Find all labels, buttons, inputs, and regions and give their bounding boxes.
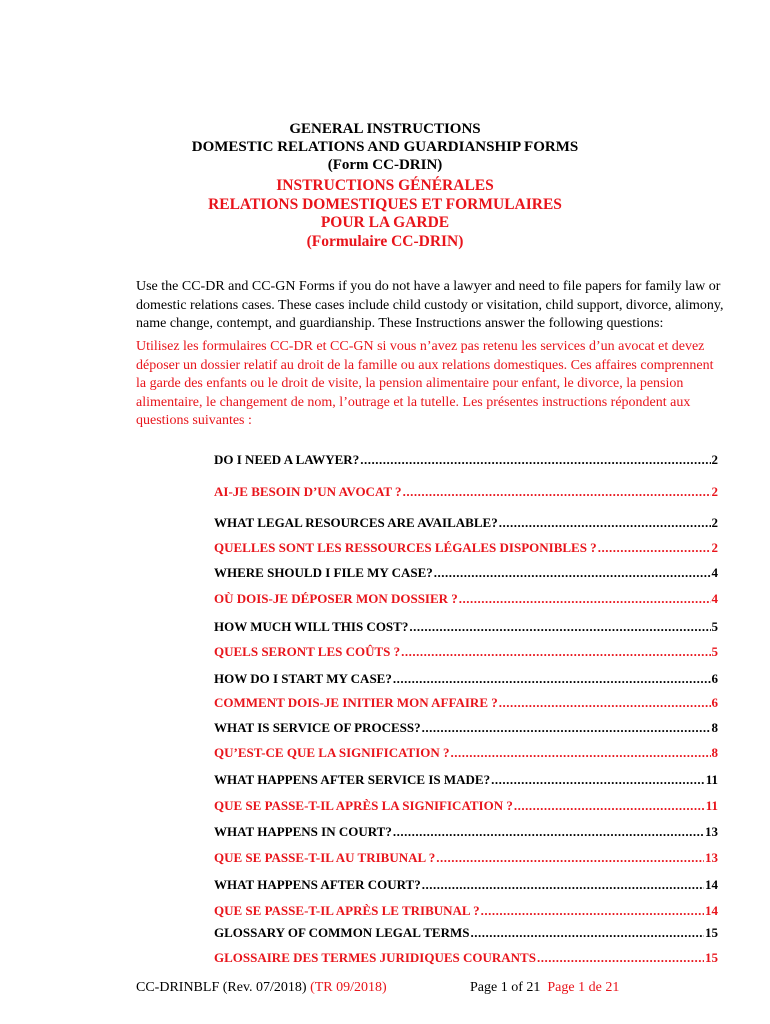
toc-leader-dots — [409, 619, 710, 635]
toc-entry-label: HOW DO I START MY CASE? — [214, 671, 392, 686]
toc-leader-dots — [403, 484, 711, 500]
toc-entry[interactable] — [214, 565, 718, 583]
title-line: (Form CC-DRIN) — [327, 157, 443, 173]
toc-entry[interactable] — [214, 452, 718, 470]
form-revision-fr: (TR 09/2018) — [310, 980, 387, 995]
toc-entry-label: WHAT HAPPENS AFTER COURT? — [214, 877, 421, 892]
english-title — [0, 120, 770, 174]
toc-entry[interactable] — [214, 720, 718, 738]
page-number-fr: Page 1 de 21 — [547, 980, 620, 995]
toc-entry-label: WHAT LEGAL RESOURCES ARE AVAILABLE? — [214, 515, 498, 530]
toc-entry[interactable] — [214, 925, 718, 943]
title-line: INSTRUCTIONS GÉNÉRALES — [276, 177, 494, 194]
toc-leader-dots — [401, 644, 710, 660]
toc-entry[interactable] — [214, 798, 718, 816]
toc-leader-dots — [499, 515, 711, 531]
toc-entry-label: QU’EST-CE QUE LA SIGNIFICATION ? — [214, 745, 450, 760]
toc-entry-page: 13 — [705, 850, 718, 865]
toc-entry-page: 11 — [705, 798, 718, 813]
toc-entry[interactable] — [214, 695, 718, 713]
toc-entry[interactable] — [214, 619, 718, 637]
toc-entry[interactable] — [214, 950, 718, 968]
page-number-en: Page 1 of 21 — [470, 980, 541, 995]
toc-entry-page: 8 — [711, 720, 718, 735]
toc-entry-label: AI-JE BESOIN D’UN AVOCAT ? — [214, 484, 402, 499]
toc-leader-dots — [537, 950, 704, 966]
title-line: RELATIONS DOMESTIQUES ET FORMULAIRES — [208, 195, 562, 213]
intro-paragraph-english: Use the CC-DR and CC-GN Forms if you do not have a lawyer and need to file papers for family law or domestic relations cases. These cases include child custody or visitation, child support, divorce, alimony, name change, contempt, and guardianship. These Instructions answer the following questions: — [136, 279, 724, 331]
toc-leader-dots — [422, 877, 704, 893]
toc-entry-label: COMMENT DOIS-JE INITIER MON AFFAIRE ? — [214, 695, 498, 710]
toc-entry-page: 6 — [711, 671, 718, 686]
toc-entry[interactable] — [214, 644, 718, 662]
toc-leader-dots — [499, 695, 711, 711]
title-line: GENERAL INSTRUCTIONS — [289, 121, 481, 137]
toc-entry-label: GLOSSAIRE DES TERMES JURIDIQUES COURANTS — [214, 950, 536, 965]
toc-entry[interactable] — [214, 515, 718, 533]
toc-entry-page: 2 — [711, 540, 718, 555]
toc-entry-page: 6 — [711, 695, 718, 710]
toc-entry[interactable] — [214, 745, 718, 763]
page-number — [470, 980, 619, 996]
toc-leader-dots — [470, 925, 704, 941]
title-line: DOMESTIC RELATIONS AND GUARDIANSHIP FORMS — [191, 139, 579, 155]
toc-entry[interactable] — [214, 540, 718, 558]
toc-entry[interactable] — [214, 484, 718, 502]
toc-entry-page: 2 — [711, 484, 718, 499]
toc-entry-page: 5 — [711, 619, 718, 634]
toc-entry[interactable] — [214, 671, 718, 689]
toc-entry-label: QUE SE PASSE-T-IL APRÈS LE TRIBUNAL ? — [214, 903, 480, 918]
toc-entry-page: 4 — [711, 591, 718, 606]
toc-entry-label: QUE SE PASSE-T-IL AU TRIBUNAL ? — [214, 850, 436, 865]
toc-entry[interactable] — [214, 591, 718, 609]
toc-leader-dots — [481, 903, 704, 919]
toc-entry-label: DO I NEED A LAWYER? — [214, 452, 360, 467]
intro-paragraph-french: Utilisez les formulaires CC-DR et CC-GN si vous n’avez pas retenu les services d’un avocat et devez déposer un dossier relatif au droit de la famille ou aux relations domestiques. Ces affaires comprennent la garde des enfants ou le droit de visite, la pension alimentaire pour enfant, le divorce, la pension alimentaire, le changement de nom, l’outrage et la tutelle. Les présentes instructions répondent aux questions suivantes : — [136, 339, 714, 428]
toc-entry-page: 11 — [705, 772, 718, 787]
title-line: (Formulaire CC-DRIN) — [306, 232, 464, 250]
toc-entry-label: WHAT HAPPENS AFTER SERVICE IS MADE? — [214, 772, 491, 787]
toc-entry-label: QUELS SERONT LES COÛTS ? — [214, 644, 401, 659]
form-code — [136, 980, 387, 996]
toc-entry-label: WHAT IS SERVICE OF PROCESS? — [214, 720, 421, 735]
toc-entry-label: QUELLES SONT LES RESSOURCES LÉGALES DISPONIBLES ? — [214, 540, 597, 555]
toc-entry-page: 2 — [711, 452, 718, 467]
toc-entry-page: 2 — [711, 515, 718, 530]
toc-entry-page: 4 — [711, 565, 718, 580]
toc-leader-dots — [491, 772, 705, 788]
toc-leader-dots — [360, 452, 710, 468]
toc-entry-label: WHAT HAPPENS IN COURT? — [214, 824, 392, 839]
toc-entry-page: 14 — [705, 903, 718, 918]
toc-leader-dots — [422, 720, 711, 736]
toc-leader-dots — [393, 824, 704, 840]
toc-entry-label: OÙ DOIS-JE DÉPOSER MON DOSSIER ? — [214, 591, 458, 606]
toc-entry-label: QUE SE PASSE-T-IL APRÈS LA SIGNIFICATION ? — [214, 798, 513, 813]
toc-entry-label: WHERE SHOULD I FILE MY CASE? — [214, 565, 433, 580]
toc-entry-page: 14 — [705, 877, 718, 892]
toc-leader-dots — [393, 671, 711, 687]
toc-entry[interactable] — [214, 877, 718, 895]
toc-leader-dots — [514, 798, 705, 814]
toc-entry-page: 13 — [705, 824, 718, 839]
toc-entry-page: 5 — [711, 644, 718, 659]
toc-entry[interactable] — [214, 772, 718, 790]
toc-leader-dots — [598, 540, 711, 556]
toc-leader-dots — [451, 745, 711, 761]
toc-entry-label: GLOSSARY OF COMMON LEGAL TERMS — [214, 925, 470, 940]
toc-entry[interactable] — [214, 824, 718, 842]
toc-leader-dots — [434, 565, 711, 581]
french-title — [0, 177, 770, 251]
toc-entry[interactable] — [214, 903, 718, 921]
toc-entry[interactable] — [214, 850, 718, 868]
toc-entry-label: HOW MUCH WILL THIS COST? — [214, 619, 409, 634]
form-revision: CC-DRINBLF (Rev. 07/2018) — [136, 980, 307, 995]
toc-entry-page: 15 — [705, 925, 718, 940]
title-line: POUR LA GARDE — [320, 214, 450, 231]
toc-leader-dots — [459, 591, 711, 607]
document-title-block — [0, 120, 770, 251]
toc-entry-page: 8 — [711, 745, 718, 760]
toc-entry-page: 15 — [705, 950, 718, 965]
toc-leader-dots — [436, 850, 704, 866]
